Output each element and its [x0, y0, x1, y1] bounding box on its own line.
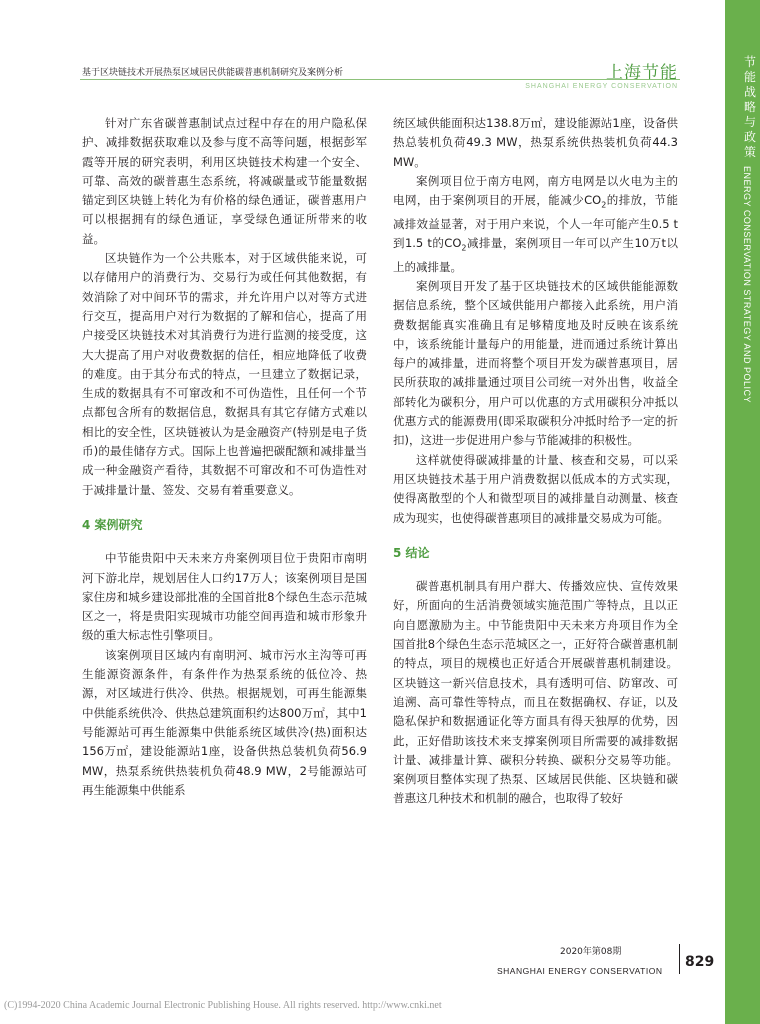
paragraph: 这样就使得碳减排量的计量、核查和交易，可以采用区块链技术基于用户消费数据以低成本的方式实现，使得离散型的个人和微型项目的减排量自动测量、核查成为现实，也使得碳普惠项目的减排量交易成为可能。: [393, 452, 678, 525]
page-number: 829: [685, 954, 715, 970]
side-section-label: [742, 55, 758, 403]
issue-label: 2020年第08期: [560, 947, 622, 957]
side-label-en: ENERGY CONSERVATION STRATEGY AND POLICY: [742, 166, 752, 404]
text-run: 的排放，节能减排效益显著，对于用户来说，个人一年可能产生0.5 t到1.5 t的CO: [393, 193, 678, 251]
brand-en: SHANGHAI ENERGY CONSERVATION: [525, 83, 678, 90]
subscript: 2: [601, 200, 607, 210]
paragraph: 统区域供能面积达138.8万㎡，建设能源站1座，设备供热总装机负荷49.3 MW，热泵系统供热装机负荷44.3 MW。: [393, 116, 678, 169]
paragraph: 区块链作为一个公共账本，对于区域供能来说，可以存储用户的消费行为、交易行为或任何其他数据，有效消除了对中间环节的需求，并允许用户以对等方式进行交互，提高用户对行为数据的了解和信心，提高了用户接受区块链技术对其消费行为进行监测的接受度，这大大提高了用户对收费数据的信任，相应地降低了收费的难度。由于其分布式的特点，一旦建立了数据记录，生成的数据具有不可窜改和不可伪造性，且任何一个节点都包含所有的数据信息，数据具有其它存储方式难以相比的安全性，区块链被认为是金融资产(特别是电子货币)的最佳储存方式。国际上也普遍把碳配额和减排量当成一种金融资产看待，其数据不可窜改和不可伪造性对于减排量计量、签发、交易有着重要意义。: [82, 251, 367, 497]
journal-brand: [525, 58, 678, 90]
journal-name-en: SHANGHAI ENERGY CONSERVATION: [497, 966, 663, 976]
running-title: 基于区块链技术开展热泵区域居民供能碳普惠机制研究及案例分析: [82, 68, 344, 78]
footer-divider: [679, 944, 680, 974]
side-label-cn: 节能战略与政策: [743, 55, 756, 159]
header-divider: [80, 79, 680, 80]
paragraph: [393, 172, 678, 277]
text-run: 案例项目位于南方电网，南方电网是以火电为主的电网，由于案例项目的开展，能减少CO: [393, 173, 678, 208]
section-heading-5: 5 结论: [393, 545, 430, 560]
left-column: [82, 114, 367, 800]
brand-cn: 上海节能: [606, 63, 678, 83]
text-run: 减排量，案例项目一年可以产生10万t以上的减排量。: [393, 236, 679, 274]
paragraph: 案例项目开发了基于区块链技术的区域供能能源数据信息系统，整个区域供能用户都接入此系统，用户消费数据能真实准确且有足够精度地及时反映在该系统中，该系统能计量每户的用能量，进而通过系统计算出每户的减排量，进而将整个项目开发为碳普惠项目，居民所获取的减排量通过项目公司统一对外出售，收益全部转化为碳积分，用户可以优惠的方式用碳积分冲抵以优惠方式的能源费用(即采取碳积分冲抵时给予一定的折扣)，这进一步促进用户参与节能减排的积极性。: [393, 278, 678, 448]
paragraph: 碳普惠机制具有用户群大、传播效应快、宣传效果好，所面向的生活消费领域实施范围广等特点，且以正向自愿激励为主。中节能贵阳中天未来方舟项目作为全国首批8个绿色生态示范城区之一，正好符合碳普惠机制的特点，项目的规模也正好适合开展碳普惠机制建设。区块链这一新兴信息技术，具有透明可信、防窜改、可追溯、高可靠性等特点，而且在数据确权、存证，以及隐私保护和数据通证化等方面具有得天独厚的优势，因此，正好借助该技术来支撑案例项目所需要的减排数据计量、减排量计算、碳积分转换、碳积分交易等功能。案例项目整体实现了热泵、区域居民供能、区块链和碳普惠这几种技术和机制的融合，也取得了较好: [393, 579, 678, 806]
paragraph: 该案例项目区域内有南明河、城市污水主沟等可再生能源资源条件，有条件作为热泵系统的低位冷、热源，对区域进行供冷、供热。根据规划，可再生能源集中供能系统供冷、供热总建筑面积约达800万㎡，其中1号能源站可再生能源集中供能系统区域供冷(热)面积达156万㎡，建设能源站1座，设备供热总装机负荷56.9 MW，热泵系统供热装机负荷48.9 MW，2号能源站可再生能源集中供能系: [82, 647, 367, 797]
right-column: [393, 114, 678, 809]
paragraph: 针对广东省碳普惠制试点过程中存在的用户隐私保护、减排数据获取难以及参与度不高等问题，根据彭军霞等开展的研究表明，利用区块链技术构建一个安全、可靠、高效的碳普惠生态系统，将减碳量或节能量数据锚定到区块链上转化为有价格的绿色通证，碳普惠用户可以根据拥有的绿色通证，享受绿色通证所带来的收益。: [82, 116, 367, 246]
subscript: 2: [461, 243, 467, 253]
paragraph: 中节能贵阳中天未来方舟案例项目位于贵阳市南明河下游北岸，规划居住人口约17万人；该案例项目是国家住房和城乡建设部批准的全国首批8个绿色生态示范城区之一，将是贵阳实现城市功能空间再造和城市形象升级的重大标志性引擎项目。: [82, 551, 367, 643]
copyright-watermark: (C)1994-2020 China Academic Journal Electronic Publishing House. All rights reserved. http://www.cnki.net: [4, 1000, 442, 1011]
section-heading-4: 4 案例研究: [82, 517, 143, 532]
